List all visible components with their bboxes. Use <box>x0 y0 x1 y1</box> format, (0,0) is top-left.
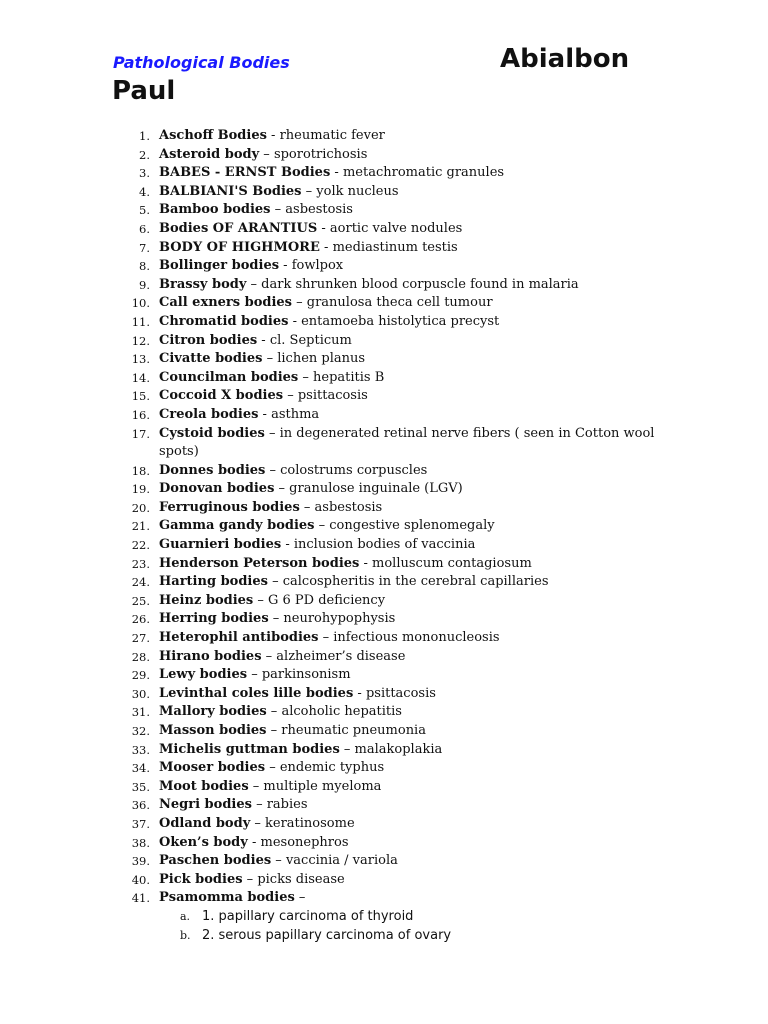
body-term: Chromatid bodies <box>159 313 289 329</box>
term-separator: - <box>359 555 373 571</box>
body-term: Bamboo bodies <box>159 202 271 218</box>
body-term: Pick bodies <box>159 871 243 887</box>
body-definition: psittacosis <box>297 388 368 404</box>
body-definition: dark shrunken blood corpuscle found in malaria <box>261 276 579 292</box>
body-term: BODY OF HIGHMORE <box>159 239 320 255</box>
sub-list-item <box>159 927 700 946</box>
term-separator: – <box>248 778 264 794</box>
list-item-number: 5. <box>139 203 150 218</box>
body-term: Aschoff Bodies <box>159 128 267 143</box>
list-item <box>0 889 700 945</box>
body-definition: malakoplakia <box>354 741 443 757</box>
list-item <box>0 592 700 611</box>
body-term: Henderson Peterson bodies <box>159 555 360 571</box>
list-item-number: 7. <box>139 240 150 255</box>
term-separator: – <box>267 574 283 590</box>
list-item-number: 21. <box>131 519 150 534</box>
term-separator: – <box>294 890 306 906</box>
list-item-number: 39. <box>131 854 150 869</box>
term-separator: – <box>247 667 262 683</box>
list-item <box>0 536 700 555</box>
body-term: Lewy bodies <box>159 667 248 683</box>
body-term: Guarnieri bodies <box>159 537 282 553</box>
list-item <box>0 387 700 406</box>
body-definition: endemic typhus <box>279 760 385 776</box>
list-item-number: 41. <box>131 891 150 906</box>
term-separator: - <box>247 834 261 850</box>
list-item-number: 20. <box>131 500 150 515</box>
list-item <box>0 480 700 499</box>
list-item <box>0 462 700 481</box>
body-definition: entamoeba histolytica precyst <box>301 313 500 329</box>
list-item <box>0 778 700 797</box>
list-item-number: 19. <box>131 482 150 497</box>
term-separator: – <box>283 388 298 404</box>
term-separator: – <box>259 146 274 162</box>
list-item <box>0 815 700 834</box>
body-term: Negri bodies <box>159 797 252 813</box>
term-separator: - <box>281 537 294 553</box>
list-item <box>0 369 700 388</box>
body-definition: in degenerated retinal nerve fibers ( seen in Cotton wool spots) <box>159 425 655 460</box>
list-item <box>0 127 700 146</box>
list-item <box>0 499 700 518</box>
term-separator: – <box>265 760 280 776</box>
body-definition: hepatitis B <box>313 369 385 385</box>
list-item <box>0 685 700 704</box>
body-definition: asbestosis <box>314 499 383 515</box>
list-item <box>0 332 700 351</box>
term-separator: – <box>266 723 282 738</box>
body-definition: yolk nucleus <box>316 183 399 199</box>
list-item-number: 4. <box>139 184 150 199</box>
body-definition: metachromatic granules <box>342 165 505 181</box>
list-item-number: 23. <box>131 556 150 571</box>
body-definition: rheumatic fever <box>279 128 385 143</box>
list-item-number: 32. <box>131 724 150 738</box>
body-term: Psamomma bodies <box>159 890 295 906</box>
list-item-number: 8. <box>139 259 150 274</box>
term-separator: – <box>250 815 266 831</box>
sub-list-item <box>159 908 700 927</box>
author-first-name: Abialbon <box>500 44 630 74</box>
body-definition: mediastinum testis <box>332 239 458 255</box>
list-item <box>0 834 700 853</box>
term-separator: – <box>265 462 281 478</box>
list-item-number: 22. <box>131 538 150 553</box>
term-separator: - <box>258 406 272 422</box>
list-item-number: 26. <box>131 612 150 627</box>
author-last-name: Paul <box>112 76 176 106</box>
body-definition: infectious mononucleosis <box>333 630 500 646</box>
term-separator: - <box>330 165 343 181</box>
list-item <box>0 871 700 890</box>
term-separator: - <box>279 258 292 274</box>
list-item-number: 34. <box>131 761 150 776</box>
list-item <box>0 164 700 183</box>
body-term: Paschen bodies <box>159 853 272 869</box>
list-item-number: 28. <box>131 649 150 664</box>
body-term: Heterophil antibodies <box>159 630 319 646</box>
list-item <box>0 703 700 722</box>
list-item-number: 27. <box>131 631 150 646</box>
list-item-number: 31. <box>131 705 150 720</box>
body-definition: rabies <box>266 797 308 813</box>
body-definition: inclusion bodies of vaccinia <box>293 537 476 553</box>
list-item-number: 10. <box>131 296 150 311</box>
body-definition: neurohypophysis <box>283 611 396 627</box>
body-term: Levinthal coles lille bodies <box>159 685 354 701</box>
list-item <box>0 610 700 629</box>
body-definition: fowlpox <box>291 258 344 274</box>
term-separator: – <box>251 797 267 813</box>
body-definition: mesonephros <box>260 834 349 850</box>
body-definition: parkinsonism <box>261 667 351 683</box>
list-item-number: 9. <box>139 277 150 292</box>
body-term: Councilman bodies <box>159 369 299 385</box>
term-separator: – <box>271 853 286 869</box>
body-definition: G 6 PD deficiency <box>268 592 386 608</box>
document-title: Pathological Bodies <box>113 53 290 72</box>
list-item <box>0 517 700 536</box>
body-term: Call exners bodies <box>159 295 292 311</box>
term-separator: - <box>288 313 302 329</box>
sub-list-text: 2. serous papillary carcinoma of ovary <box>202 927 452 943</box>
list-item <box>0 146 700 165</box>
body-definition: colostrums corpuscles <box>280 462 428 478</box>
body-definition: aortic valve nodules <box>329 220 463 236</box>
body-term: BALBIANI'S Bodies <box>159 183 302 199</box>
body-term: Herring bodies <box>159 611 269 627</box>
list-item-number: 38. <box>131 835 150 850</box>
list-item <box>0 350 700 369</box>
list-item-number: 25. <box>131 593 150 608</box>
term-separator: – <box>266 704 282 720</box>
term-separator: – <box>318 630 334 646</box>
list-item <box>0 183 700 202</box>
list-item <box>0 741 700 760</box>
list-item <box>0 555 700 574</box>
list-item <box>0 220 700 239</box>
term-separator: - <box>317 220 330 236</box>
term-separator: – <box>262 351 278 367</box>
list-item-number: 29. <box>131 668 150 683</box>
sub-list-text: 1. papillary carcinoma of thyroid <box>202 908 414 924</box>
body-term: Mallory bodies <box>159 704 267 720</box>
list-item-number: 18. <box>131 463 150 478</box>
list-item-number: 37. <box>131 816 150 831</box>
body-term: Gamma gandy bodies <box>159 518 315 534</box>
list-item <box>0 201 700 220</box>
body-term: Asteroid body <box>159 146 260 162</box>
body-term: Citron bodies <box>159 332 258 348</box>
body-definition: granulose inguinale (LGV) <box>289 481 463 497</box>
list-item <box>0 759 700 778</box>
list-item-number: 40. <box>131 872 150 887</box>
body-definition: molluscum contagiosum <box>372 555 532 571</box>
term-separator: – <box>268 611 284 627</box>
list-item <box>0 648 700 667</box>
body-term: Harting bodies <box>159 574 268 590</box>
body-term: Donovan bodies <box>159 481 275 497</box>
list-item <box>0 629 700 648</box>
list-item-number: 13. <box>131 352 150 367</box>
body-term: Ferruginous bodies <box>159 499 300 515</box>
body-term: Donnes bodies <box>159 462 266 478</box>
list-item <box>0 796 700 815</box>
list-item <box>0 425 659 462</box>
body-term: Coccoid X bodies <box>159 388 284 404</box>
psamomma-sublist <box>159 908 700 945</box>
body-term: Odland body <box>159 815 251 831</box>
body-definition: multiple myeloma <box>263 778 382 794</box>
body-definition: cl. Septicum <box>269 332 352 348</box>
body-definition: alzheimer’s disease <box>276 648 406 664</box>
list-item-number: 36. <box>131 798 150 813</box>
list-item <box>0 294 700 313</box>
body-definition: psittacosis <box>365 685 436 701</box>
body-definition: picks disease <box>257 871 345 887</box>
list-item-number: 16. <box>131 407 150 422</box>
pathological-bodies-list <box>0 127 700 945</box>
list-item-number: 3. <box>139 166 150 181</box>
term-separator: – <box>299 499 315 515</box>
list-item <box>0 722 700 741</box>
body-definition: vaccinia / variola <box>285 853 398 869</box>
list-item-number: 2. <box>139 147 150 162</box>
term-separator: - <box>257 332 270 348</box>
list-item-number: 14. <box>131 370 150 385</box>
term-separator: – <box>274 481 290 497</box>
term-separator: – <box>298 369 314 385</box>
term-separator: – <box>246 276 262 292</box>
body-term: Creola bodies <box>159 406 259 422</box>
list-item-number: 17. <box>131 426 150 441</box>
body-term: Bollinger bodies <box>159 258 280 274</box>
body-definition: granulosa theca cell tumour <box>306 295 493 311</box>
list-item-number: 11. <box>131 314 150 329</box>
body-term: BABES - ERNST Bodies <box>159 165 331 181</box>
list-item-number: 6. <box>139 221 150 236</box>
sub-list-letter: a. <box>180 909 191 923</box>
body-term: Oken’s body <box>159 834 248 850</box>
body-definition: alcoholic hepatitis <box>281 704 402 720</box>
body-definition: sporotrichosis <box>273 146 368 162</box>
list-item <box>0 852 700 871</box>
term-separator: - <box>353 685 366 701</box>
body-definition: asbestosis <box>285 202 353 218</box>
body-definition: rheumatic pneumonia <box>281 723 426 738</box>
term-separator: – <box>264 425 280 441</box>
term-separator: – <box>301 183 317 199</box>
body-term: Masson bodies <box>159 723 267 738</box>
body-term: Mooser bodies <box>159 760 266 776</box>
list-item <box>0 573 700 592</box>
list-item-number: 12. <box>131 333 150 348</box>
list-item-number: 35. <box>131 779 150 794</box>
body-term: Moot bodies <box>159 778 249 794</box>
list-item <box>0 257 700 276</box>
list-item <box>0 239 700 258</box>
body-term: Michelis guttman bodies <box>159 741 340 757</box>
body-definition: keratinosome <box>265 815 355 831</box>
body-definition: lichen planus <box>277 351 366 367</box>
body-definition: calcospheritis in the cerebral capillaries <box>282 574 549 590</box>
list-item-number: 1. <box>139 129 150 143</box>
body-term: Cystoid bodies <box>159 425 265 441</box>
term-separator: – <box>339 741 355 757</box>
body-definition: asthma <box>271 406 320 422</box>
term-separator: – <box>242 871 258 887</box>
list-item-number: 30. <box>131 686 150 701</box>
body-term: Hirano bodies <box>159 648 262 664</box>
term-separator: – <box>253 592 268 608</box>
list-item-number: 33. <box>131 742 150 757</box>
term-separator: – <box>261 648 277 664</box>
term-separator: – <box>314 518 330 534</box>
list-item <box>0 666 700 685</box>
list-item <box>0 406 700 425</box>
term-separator: – <box>270 202 286 218</box>
sub-list-letter: b. <box>180 928 191 942</box>
body-definition: congestive splenomegaly <box>329 518 495 534</box>
list-item-number: 24. <box>131 575 150 590</box>
term-separator: - <box>319 239 333 255</box>
term-separator: – <box>292 295 307 311</box>
body-term: Bodies OF ARANTIUS <box>159 220 318 236</box>
list-item-number: 15. <box>131 389 150 404</box>
body-term: Heinz bodies <box>159 592 254 608</box>
list-item <box>0 313 700 332</box>
term-separator: - <box>266 128 280 143</box>
list-item <box>0 276 700 295</box>
body-term: Brassy body <box>159 276 247 292</box>
body-term: Civatte bodies <box>159 351 263 367</box>
